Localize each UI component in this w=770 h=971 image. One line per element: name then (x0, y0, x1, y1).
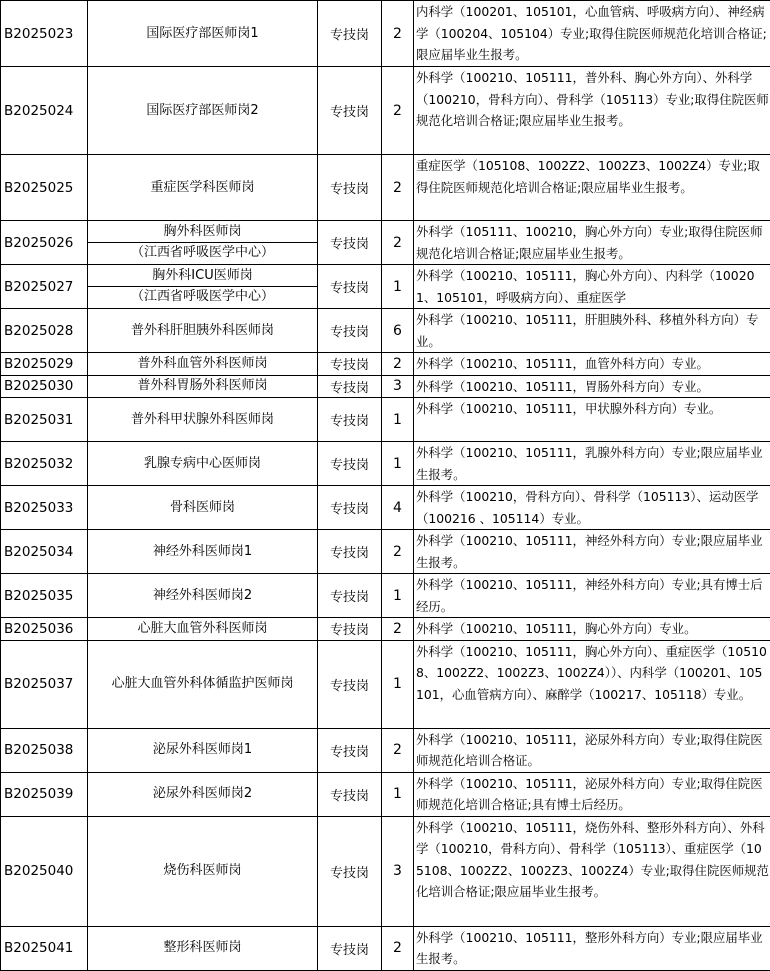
position-name-subline: （江西省呼吸医学中心） (88, 286, 317, 307)
position-type: 专技岗 (318, 398, 382, 442)
position-name (88, 67, 318, 155)
requirements: 外科学（100210、105111，普外科、胸心外方向）、外科学（100210，骨科方向）、骨科学（105113）专业;取得住院医师规范化培训合格证;限应届毕业生报考。 (414, 67, 770, 155)
position-name-line: 神经外科医师岗2 (88, 586, 317, 606)
table-row (1, 530, 770, 574)
table-row (1, 816, 770, 926)
table-row (1, 398, 770, 442)
position-name-line: 胸外科医师岗 (88, 222, 317, 242)
hiring-count: 1 (382, 265, 414, 309)
position-name-line: 泌尿外科医师岗1 (88, 740, 317, 760)
hiring-count: 2 (382, 530, 414, 574)
position-type: 专技岗 (318, 155, 382, 221)
hiring-count: 3 (382, 816, 414, 926)
position-code: B2025038 (1, 728, 88, 772)
position-name (88, 309, 318, 353)
position-name-line: 重症医学科医师岗 (88, 178, 317, 198)
hiring-count: 4 (382, 486, 414, 530)
requirements: 外科学（100210、105111，神经外科方向）专业;具有博士后经历。 (414, 574, 770, 618)
position-name-line: 整形科医师岗 (88, 938, 317, 958)
position-type: 专技岗 (318, 640, 382, 728)
table-row (1, 265, 770, 309)
position-name (88, 265, 318, 309)
position-name (88, 530, 318, 574)
table-row (1, 728, 770, 772)
requirements: 外科学（100210、105111，胸心外方向）、内科学（100201、105101，呼吸病方向）、重症医学 (414, 265, 770, 309)
position-type: 专技岗 (318, 1, 382, 67)
position-name (88, 353, 318, 376)
position-code: B2025027 (1, 265, 88, 309)
position-name (88, 926, 318, 970)
hiring-count: 2 (382, 618, 414, 641)
hiring-count: 2 (382, 67, 414, 155)
position-code: B2025029 (1, 353, 88, 376)
requirements: 内科学（100201、105101，心血管病、呼吸病方向）、神经病学（100204、105104）专业;取得住院医师规范化培训合格证;限应届毕业生报考。 (414, 1, 770, 67)
position-code: B2025039 (1, 772, 88, 816)
position-type: 专技岗 (318, 309, 382, 353)
requirements: 外科学（100210、105111，胃肠外科方向）专业。 (414, 375, 770, 398)
requirements: 外科学（100210、105111，泌尿外科方向）专业;取得住院医师规范化培训合格证;具有博士后经历。 (414, 772, 770, 816)
requirements: 外科学（100210、105111，神经外科方向）专业;限应届毕业生报考。 (414, 530, 770, 574)
position-type: 专技岗 (318, 221, 382, 265)
position-type: 专技岗 (318, 442, 382, 486)
requirements: 外科学（100210、105111，甲状腺外科方向）专业。 (414, 398, 770, 442)
position-name (88, 640, 318, 728)
requirements: 外科学（100210，骨科方向）、骨科学（105113）、运动医学（100216 、105114）专业。 (414, 486, 770, 530)
position-name-line: 泌尿外科医师岗2 (88, 784, 317, 804)
position-name (88, 155, 318, 221)
position-name-line: 普外科甲状腺外科医师岗 (88, 410, 317, 430)
table-row (1, 221, 770, 265)
hiring-count: 1 (382, 398, 414, 442)
requirements: 外科学（100210、105111，整形外科方向）专业;限应届毕业生报考。 (414, 926, 770, 970)
requirements: 外科学（100210、105111，泌尿外科方向）专业;取得住院医师规范化培训合格证。 (414, 728, 770, 772)
position-name-line: 胸外科ICU医师岗 (88, 266, 317, 286)
position-name-line: 心脏大血管外科医师岗 (88, 619, 317, 639)
position-name-line: 乳腺专病中心医师岗 (88, 454, 317, 474)
position-code: B2025024 (1, 67, 88, 155)
position-name (88, 1, 318, 67)
requirements: 重症医学（105108、1002Z2、1002Z3、1002Z4）专业;取得住院医师规范化培训合格证;限应届毕业生报考。 (414, 155, 770, 221)
requirements: 外科学（100210、105111，烧伤外科、整形外科方向）、外科学（100210，骨科方向）、骨科学（105113）、重症医学（105108、1002Z2、1002Z3、1002Z4）专业;取得住院医师规范化培训合格证;限应届毕业生报考。 (414, 816, 770, 926)
position-name-line: 烧伤科医师岗 (88, 861, 317, 881)
hiring-count: 2 (382, 353, 414, 376)
requirements: 外科学（100210、105111，胸心外方向）、重症医学（105108、1002Z2、1002Z3、1002Z4））、内科学（100201、105101，心血管病方向）、麻醉学（100217、105118）专业。 (414, 640, 770, 728)
position-name (88, 375, 318, 398)
position-type: 专技岗 (318, 772, 382, 816)
position-name (88, 728, 318, 772)
position-type: 专技岗 (318, 728, 382, 772)
position-type: 专技岗 (318, 353, 382, 376)
requirements: 外科学（100210、105111，乳腺外科方向）专业;限应届毕业生报考。 (414, 442, 770, 486)
position-type: 专技岗 (318, 574, 382, 618)
table-row (1, 640, 770, 728)
hiring-count: 3 (382, 375, 414, 398)
position-code: B2025032 (1, 442, 88, 486)
table-row (1, 353, 770, 376)
position-name-line: 心脏大血管外科体循监护医师岗 (88, 674, 317, 694)
table-row (1, 926, 770, 970)
table-row (1, 574, 770, 618)
hiring-count: 2 (382, 926, 414, 970)
position-type: 专技岗 (318, 816, 382, 926)
position-name (88, 221, 318, 265)
table-row (1, 67, 770, 155)
position-code: B2025031 (1, 398, 88, 442)
position-code: B2025040 (1, 816, 88, 926)
position-type: 专技岗 (318, 265, 382, 309)
position-name (88, 772, 318, 816)
hiring-count: 2 (382, 728, 414, 772)
position-code: B2025028 (1, 309, 88, 353)
table-row (1, 772, 770, 816)
hiring-count: 2 (382, 221, 414, 265)
table-row (1, 486, 770, 530)
table-row (1, 309, 770, 353)
position-name (88, 442, 318, 486)
position-code: B2025034 (1, 530, 88, 574)
position-name-subline: （江西省呼吸医学中心） (88, 242, 317, 263)
position-name-line: 普外科血管外科医师岗 (88, 354, 317, 374)
position-name-line: 神经外科医师岗1 (88, 542, 317, 562)
position-name-line: 骨科医师岗 (88, 498, 317, 518)
hiring-count: 2 (382, 1, 414, 67)
requirements: 外科学（105111、100210，胸心外方向）专业;取得住院医师规范化培训合格证;限应届毕业生报考。 (414, 221, 770, 265)
position-type: 专技岗 (318, 530, 382, 574)
position-name (88, 398, 318, 442)
hiring-count: 1 (382, 772, 414, 816)
position-type: 专技岗 (318, 926, 382, 970)
position-code: B2025025 (1, 155, 88, 221)
position-type: 专技岗 (318, 486, 382, 530)
table-row (1, 1, 770, 67)
table-row (1, 375, 770, 398)
position-name (88, 618, 318, 641)
position-type: 专技岗 (318, 67, 382, 155)
table-row (1, 155, 770, 221)
requirements: 外科学（100210、105111，血管外科方向）专业。 (414, 353, 770, 376)
table-row (1, 442, 770, 486)
position-type: 专技岗 (318, 375, 382, 398)
position-code: B2025030 (1, 375, 88, 398)
hiring-count: 2 (382, 155, 414, 221)
position-name-line: 国际医疗部医师岗1 (88, 24, 317, 44)
position-code: B2025035 (1, 574, 88, 618)
requirements: 外科学（100210、105111，肝胆胰外科、移植外科方向）专业。 (414, 309, 770, 353)
position-name (88, 574, 318, 618)
position-name-line: 普外科胃肠外科医师岗 (88, 376, 317, 396)
position-code: B2025033 (1, 486, 88, 530)
position-code: B2025023 (1, 1, 88, 67)
position-code: B2025026 (1, 221, 88, 265)
hiring-count: 6 (382, 309, 414, 353)
position-name (88, 486, 318, 530)
hiring-count: 1 (382, 640, 414, 728)
hiring-count: 1 (382, 442, 414, 486)
position-code: B2025037 (1, 640, 88, 728)
position-name (88, 816, 318, 926)
position-name-line: 普外科肝胆胰外科医师岗 (88, 321, 317, 341)
position-name-line: 国际医疗部医师岗2 (88, 101, 317, 121)
requirements: 外科学（100210、105111，胸心外方向）专业。 (414, 618, 770, 641)
position-code: B2025036 (1, 618, 88, 641)
hiring-count: 1 (382, 574, 414, 618)
position-code: B2025041 (1, 926, 88, 970)
position-type: 专技岗 (318, 618, 382, 641)
table-row (1, 618, 770, 641)
